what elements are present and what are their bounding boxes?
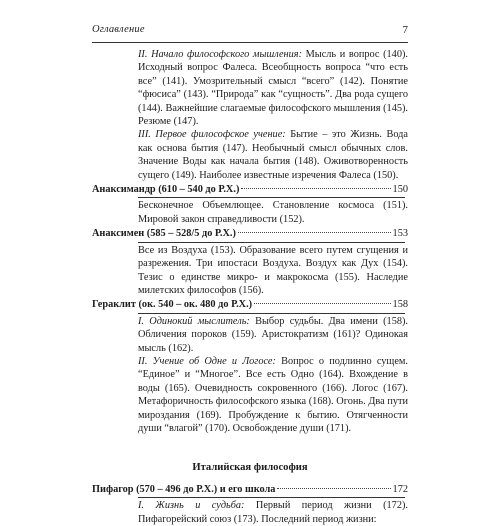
toc-subsection <box>138 355 408 435</box>
leader-dots <box>238 232 391 233</box>
entry-name: Гераклит (ок. 540 – ок. 480 до Р.Х.) <box>92 299 253 311</box>
running-title: Оглавление <box>92 24 145 35</box>
subsection-heading: III. Первое философское учение: <box>138 129 286 141</box>
entry-rule <box>138 242 405 243</box>
toc-subsection <box>138 128 408 182</box>
leader-dots <box>277 488 390 489</box>
toc-content <box>92 48 408 526</box>
entry-rule <box>138 197 405 198</box>
entry-name: Пифагор (570 – 496 до Р.Х.) и его школа <box>92 483 276 495</box>
toc-entry <box>92 183 408 196</box>
entry-name: Анаксимандр (610 – 540 до Р.Х.) <box>92 184 240 196</box>
entry-rule <box>138 313 405 314</box>
subsection-heading: I. Одинокий мыслитель: <box>138 315 250 327</box>
entry-page: 158 <box>392 299 408 311</box>
toc-subsection <box>138 315 408 355</box>
entry-page: 153 <box>392 228 408 240</box>
entry-page: 150 <box>392 184 408 196</box>
entry-name: Анаксимен (585 – 528/5 до Р.Х.) <box>92 228 236 240</box>
entry-description: Все из Воздуха (153). Образование всего путем сгущения и разрежения. Три ипостаси Воздуха. Воздух как Дух (154). Тезис о единстве микро- и макрокосма (155). Наследие милетских философов (156). <box>138 244 408 296</box>
subsection-text: Бытие – это Жизнь. Вода как основа бытия (147). Необычный смысл обычных слов. Значение Воды как начала бытия (148). Оживотворенность сущего (149). Наиболее известные изречения Фалеса (150). <box>138 129 408 181</box>
subsection-heading: I. Жизнь и судьба: <box>138 500 245 512</box>
header-rule <box>92 42 408 43</box>
page-number: 7 <box>402 24 408 36</box>
subsection-text: Выбор судьбы. Два имени (158). Обличения пороков (159). Аристократизм (161)? Одинокая мысль (162). <box>138 315 408 354</box>
toc-subsection <box>138 48 408 128</box>
section-heading: Италийская философия <box>192 462 308 474</box>
subsection-text: Вопрос о подлинно сущем. “Единое” и “Многое”. Все есть Одно (164). Вхождение в воды (165). Очевидность сокровенного (166). Логос (167). Метафоричность философского языка (168). Огонь. Два пути мироздания (169). Пробуждение к бытию. Отягченности души “влагой” (170). Освобождение души (171). <box>138 355 408 434</box>
subsection-text: Мысль и вопрос (140). Исходный вопрос Фалеса. Всеобщность вопроса “что есть все” (141). Умозрительный смысл “всего” (142). Понятие “фюсиса” (143). “Природа” как “сущность”. Два рода сущего (144). Важнейшие слагаемые философского мышления (145). Резюме (147). <box>138 49 408 128</box>
toc-entry <box>92 298 408 311</box>
leader-dots <box>254 303 390 304</box>
entry-description: Бесконечное Объемлющее. Становление космоса (151). Мировой закон справедливости (152). <box>138 200 408 225</box>
entry-rule <box>138 497 405 498</box>
entry-page: 172 <box>392 483 408 495</box>
toc-subsection <box>138 499 408 526</box>
subsection-heading: II. Учение об Одне и Логосе: <box>138 355 276 367</box>
leader-dots <box>241 188 390 189</box>
subsection-text: Первый период жизни (172). Пифагорейский союз (173). Последний период жизни: <box>138 500 408 525</box>
running-header <box>92 24 408 40</box>
toc-entry <box>92 227 408 240</box>
toc-entry <box>92 483 408 496</box>
subsection-heading: II. Начало философского мышления: <box>138 49 303 60</box>
